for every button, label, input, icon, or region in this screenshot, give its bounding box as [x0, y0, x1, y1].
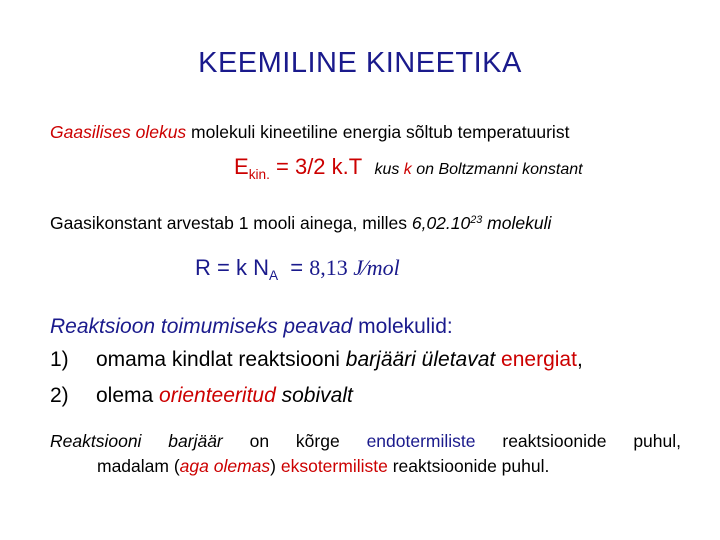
r-lhs: R = k N: [195, 255, 269, 280]
gas-constant-statement: [50, 213, 551, 234]
barrier-text: on kõrge: [222, 431, 367, 451]
paren-close: ): [270, 456, 281, 476]
r-subscript: A: [268, 267, 279, 283]
reaction-conditions-italic: Reaktsioon toimumiseks peavad: [50, 315, 353, 338]
barrier-phrase: Reaktsiooni barjäär: [50, 431, 223, 451]
list-number: 2): [50, 384, 69, 407]
r-equals: =: [278, 255, 310, 280]
avogadro-exponent: 23: [470, 214, 483, 227]
list-italic: sobivalt: [275, 384, 353, 407]
kinetic-energy-statement: [50, 122, 569, 143]
list-highlight: energiat: [495, 348, 577, 371]
slide-title: KEEMILINE KINEETIKA: [198, 47, 522, 79]
gas-state-phrase: Gaasilises olekus: [50, 122, 187, 142]
list-punctuation: ,: [576, 348, 583, 371]
barrier-text-end: reaktsioonide puhul,: [475, 431, 681, 451]
boltzmann-note-start: kus: [374, 161, 404, 178]
boltzmann-k: k: [403, 161, 412, 178]
reaction-conditions-heading: [50, 315, 453, 339]
list-text: olema: [96, 384, 160, 407]
list-item: [50, 384, 353, 408]
list-item: [50, 348, 583, 372]
kinetic-energy-text: molekuli kineetiline energia sõltub temperatuurist: [186, 122, 570, 142]
molecules-word: molekuli: [482, 213, 552, 233]
ekin-equation: = 3/2 k.T: [269, 154, 363, 179]
ekin-subscript: kin.: [248, 166, 270, 182]
boltzmann-note-end: on Boltzmanni konstant: [411, 161, 583, 178]
gas-constant-formula: [195, 255, 400, 283]
ekin-symbol: E: [234, 154, 249, 179]
list-highlight: orienteeritud: [159, 384, 276, 407]
barrier-statement-line2: [97, 456, 549, 477]
r-unit: J⁄mol: [347, 255, 400, 280]
exothermic-word: eksotermiliste: [280, 456, 388, 476]
list-italic: barjääri ületavat: [345, 348, 496, 371]
list-text: omama kindlat reaktsiooni: [96, 348, 346, 371]
barrier-statement-line1: [50, 431, 681, 452]
kinetic-energy-formula: [234, 154, 583, 182]
avogadro-number: 6,02.10: [411, 213, 471, 233]
lower-text: madalam (: [97, 456, 180, 476]
list-number: 1): [50, 348, 69, 371]
gas-constant-text: Gaasikonstant arvestab 1 mooli ainega, milles: [50, 213, 412, 233]
endothermic-word: endotermiliste: [366, 431, 476, 451]
r-value: 8,13: [309, 255, 348, 280]
reaction-conditions-rest: molekulid:: [352, 315, 453, 338]
reactions-text: reaktsioonide puhul.: [387, 456, 550, 476]
but-present-phrase: aga olemas: [179, 456, 271, 476]
